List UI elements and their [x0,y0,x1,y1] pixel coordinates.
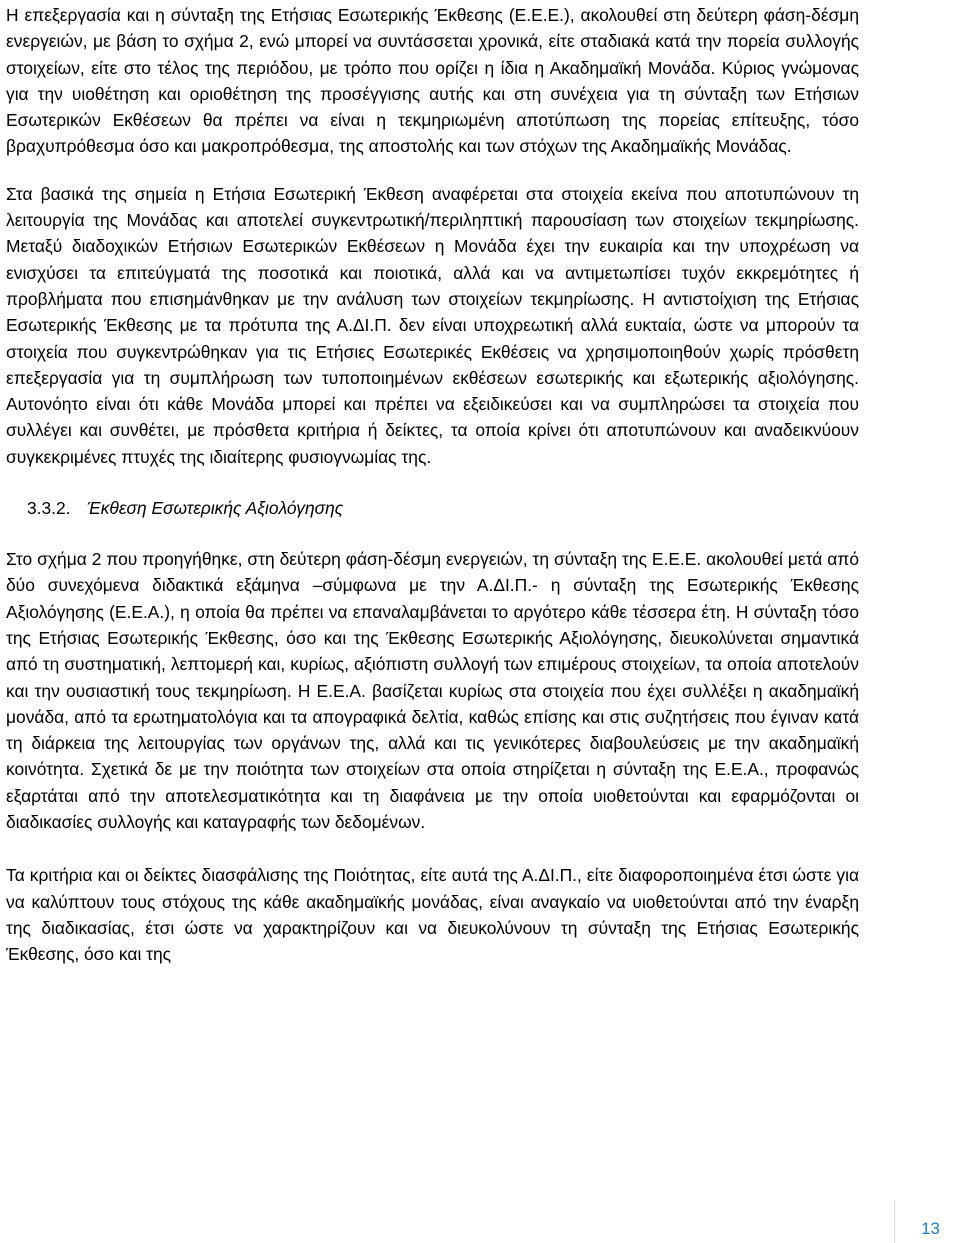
paragraph-annual-report-contents: Στα βασικά της σημεία η Ετήσια Εσωτερική Έκθεση αναφέρεται στα στοιχεία εκείνα που αποτυπώνουν τη λειτουργία της Μονάδας και αποτελεί συγκεντρωτική/περιληπτική παρουσίαση των στοιχείων τεκμηρίωσης. Μεταξύ διαδοχικών Ετήσιων Εσωτερικών Εκθέσεων η Μονάδα έχει την ευκαιρία και την υποχρέωση να ενισχύσει τα επιτεύγματά της ποσοτικά και ποιοτικά, αλλά και να αντιμετωπίσει τυχόν εκκρεμότητες ή προβλήματα που επισημάνθηκαν με την ανάλυση των στοιχείων τεκμηρίωσης. Η αντιστοίχιση της Ετήσιας Εσωτερικής Έκθεσης με τα πρότυπα της Α.ΔΙ.Π. δεν είναι υποχρεωτική αλλά ευκταία, ώστε να μπορούν τα στοιχεία που συγκεντρώθηκαν για τις Ετήσιες Εσωτερικές Εκθέσεις να χρησιμοποιηθούν χωρίς πρόσθετη επεξεργασία για τη συμπλήρωση των τυποποιημένων εκθέσεων εσωτερικής και εξωτερικής αξιολόγησης. Αυτονόητο είναι ότι κάθε Μονάδα μπορεί και πρέπει να εξειδικεύσει και να συμπληρώσει τα στοιχεία που συλλέγει και συνθέτει, με πρόσθετα κριτήρια ή δείκτες, τα οποία κρίνει ότι αποτυπώνουν και αναδεικνύουν συγκεκριμένες πτυχές της ιδιαίτερης φυσιογνωμίας της. [6,183,859,467]
section-heading [6,495,859,521]
section-title: Έκθεση Εσωτερικής Αξιολόγησης [87,498,344,519]
paragraph-internal-evaluation: Στο σχήμα 2 που προηγήθηκε, στη δεύτερη φάση-δέσμη ενεργειών, τη σύνταξη της Ε.Ε.Ε. ακολουθεί μετά από δύο συνεχόμενα διδακτικά εξάμηνα –σύμφωνα με την Α.ΔΙ.Π.- η σύνταξη της Εσωτερικής Έκθεσης Αξιολόγησης (Ε.Ε.Α.), η οποία θα πρέπει να επαναλαμβάνεται το αργότερο κάθε τέσσερα έτη. Η σύνταξη τόσο της Ετήσιας Εσωτερικής Έκθεσης, όσο και της Έκθεσης Εσωτερικής Αξιολόγησης, διευκολύνεται σημαντικά από τη συστηματική, λεπτομερή και, κυρίως, αξιόπιστη συλλογή των επιμέρους στοιχείων, τα οποία αποτελούν και την ουσιαστική τους τεκμηρίωση. Η Ε.Ε.Α. βασίζεται κυρίως στα στοιχεία που έχει συλλέξει η ακαδημαϊκή μονάδα, από τα ερωτηματολόγια και τα απογραφικά δελτία, καθώς επίσης και στις συζητήσεις που έγιναν κατά τη διάρκεια της λειτουργίας των οργάνων της, αλλά και τις γενικότερες διαβουλεύσεις με την ακαδημαϊκή κοινότητα. Σχετικά δε με την ποιότητα των στοιχείων στα οποία στηρίζεται η σύνταξη της Ε.Ε.Α., προφανώς εξαρτάται από την αποτελεσματικότητα και τη διαφάνεια με την οποία υιοθετούνται και εφαρμόζονται οι διαδικασίες συλλογής και καταγραφής των δεδομένων. [6,549,859,833]
paragraph-quality-criteria: Τα κριτήρια και οι δείκτες διασφάλισης της Ποιότητας, είτε αυτά της Α.ΔΙ.Π., είτε διαφοροποιημένα έτσι ώστε για να καλύπτουν τους στόχους της κάθε ακαδημαϊκής μονάδας, είναι αναγκαίο να υιοθετούνται από την έναρξη της διαδικασίας, έτσι ώστε να χαρακτηρίζουν και να διευκολύνουν τη σύνταξη της Ετήσιας Εσωτερικής Έκθεσης, όσο και της [6,865,859,965]
page-number: 13 [921,1219,940,1238]
page-number-divider [894,1200,895,1243]
section-number: 3.3.2. [27,498,71,519]
page-body [6,2,859,968]
paragraph-annual-report-drafting: Η επεξεργασία και η σύνταξη της Ετήσιας Εσωτερικής Έκθεσης (Ε.Ε.Ε.), ακολουθεί στη δεύτερη φάση-δέσμη ενεργειών, με βάση το σχήμα 2, ενώ μπορεί να συντάσσεται χρονικά, είτε σταδιακά κατά την πορεία συλλογής στοιχείων, είτε στο τέλος της περιόδου, με τρόπο που ορίζει η ίδια η Ακαδημαϊκή Μονάδα. Κύριος γνώμονας για την υιοθέτηση και οριοθέτηση της προσέγγισης αυτής και στη συνέχεια για τη σύνταξη των Ετήσιων Εσωτερικών Εκθέσεων θα πρέπει να είναι η τεκμηριωμένη αποτύπωση της πορείας επίτευξης, τόσο βραχυπρόθεσμα όσο και μακροπρόθεσμα, της αποστολής και των στόχων της Ακαδημαϊκής Μονάδας. [6,5,859,157]
